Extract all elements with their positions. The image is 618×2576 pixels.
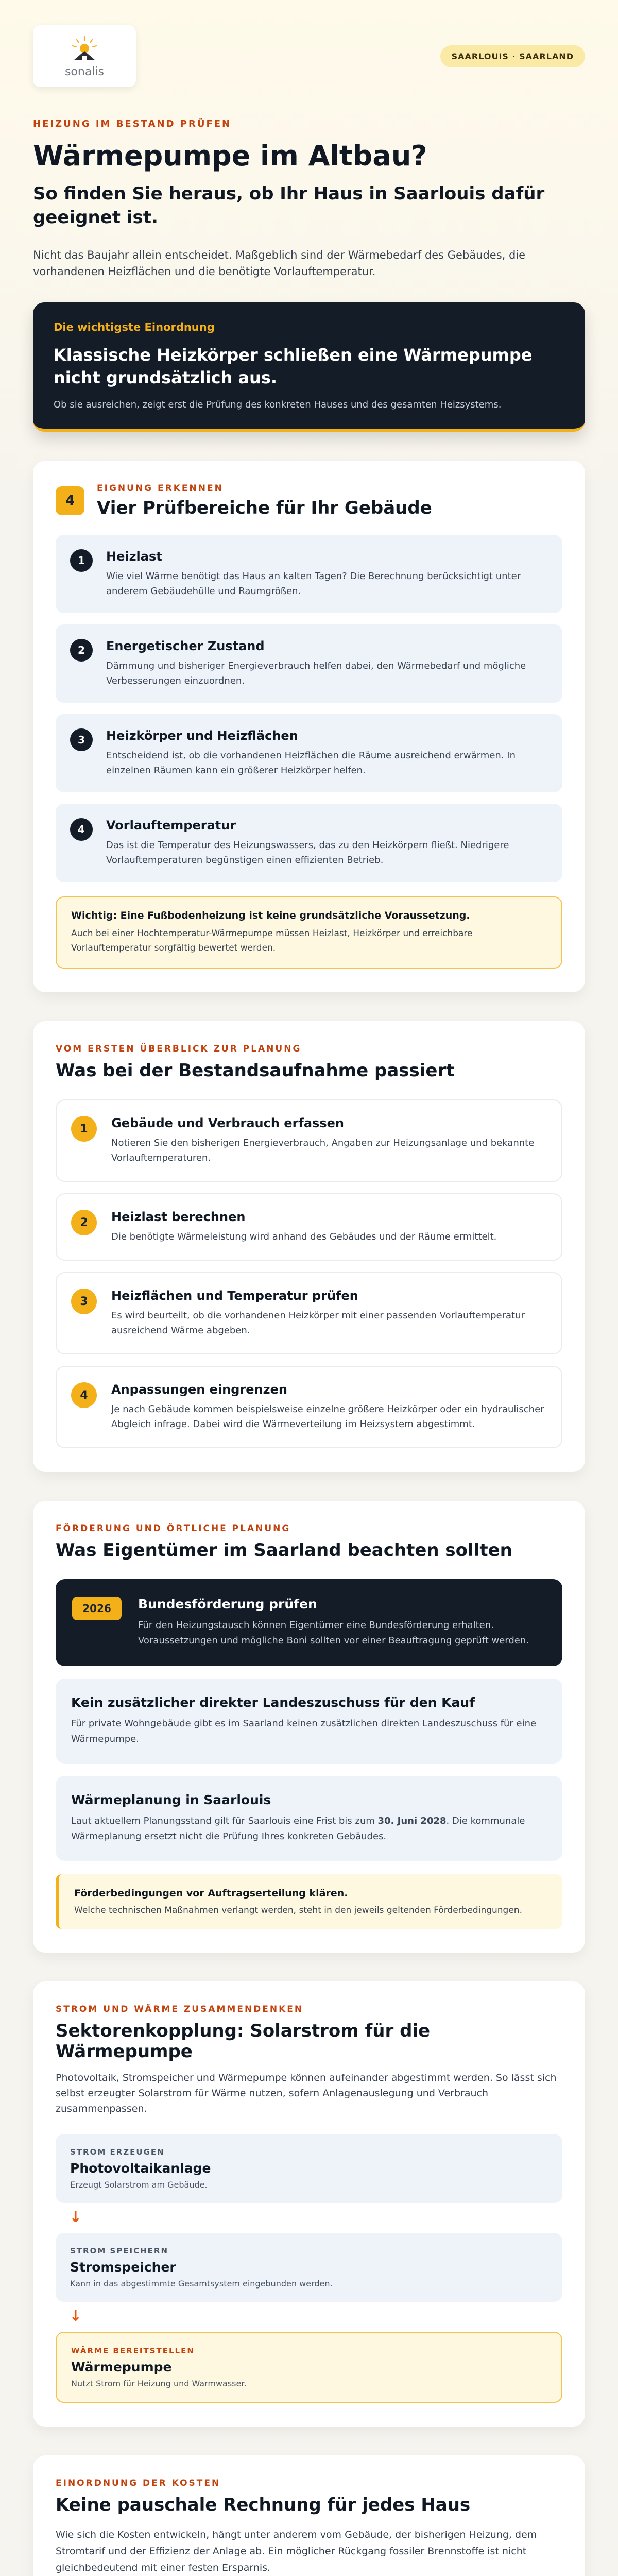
page-title: Wärmepumpe im Altbau? — [33, 140, 427, 172]
check-item-text: Das ist die Temperatur des Heizungswassers, das zu den Heizkörpern fließt. Niedrigere Vorlauftemperaturen begünstigen einen effizienten Betrieb. — [106, 840, 509, 866]
heat-planning-box — [56, 1776, 562, 1861]
costs-section — [33, 2455, 585, 2576]
step-title: Gebäude und Verbrauch erfassen — [111, 1116, 344, 1130]
check-item-text: Dämmung und bisheriger Energieverbrauch helfen dabei, den Wärmebedarf und mögliche Verbesserungen einzuordnen. — [106, 660, 526, 686]
state-subsidy-title: Kein zusätzlicher direkter Landeszuschuss für den Kauf — [71, 1695, 475, 1710]
costs-title: Keine pauschale Rechnung für jedes Haus — [56, 2495, 471, 2515]
key-callout-label: Die wichtigste Einordnung — [54, 321, 215, 333]
state-subsidy-box — [56, 1679, 562, 1764]
step-number: 2 — [71, 1210, 97, 1235]
page-subtitle: So finden Sie heraus, ob Ihr Haus in Saarlouis dafür geeignet ist. — [33, 183, 545, 228]
flow-text: Erzeugt Solarstrom am Gebäude. — [70, 2180, 208, 2190]
flow-title: Wärmepumpe — [71, 2360, 172, 2375]
step-number: 3 — [71, 1289, 97, 1314]
sun-house-logo-icon — [66, 35, 102, 63]
check-item — [56, 714, 562, 792]
region-badge: SAARLOUIS · SAARLAND — [440, 45, 585, 67]
step-text: Notieren Sie den bisherigen Energieverbrauch, Angaben zur Heizungsanlage und bekannte Vorlauftemperaturen. — [111, 1138, 535, 1163]
key-callout — [33, 302, 585, 432]
flow-step-heatpump — [56, 2332, 562, 2403]
flow-step-pv — [56, 2134, 562, 2203]
sector-coupling-section — [33, 1981, 585, 2427]
flow-text: Kann in das abgestimmte Gesamtsystem eingebunden werden. — [70, 2279, 333, 2289]
logo-text: sonalis — [64, 65, 105, 78]
key-callout-text: Ob sie ausreichen, zeigt erst die Prüfung des konkreten Hauses und des gesamten Heizsystems. — [54, 399, 502, 410]
check-item-text: Wie viel Wärme benötigt das Haus an kalten Tagen? Die Berechnung berücksichtigt unter anderem Gebäudehülle und Raumgrößen. — [106, 571, 521, 597]
check-item-number: 1 — [70, 549, 93, 572]
step-text: Je nach Gebäude kommen beispielsweise einzelne größere Heizkörper oder ein hydraulischer Abgleich infrage. Dabei wird die Wärmeverteilung im Heizsystem abgestimmt. — [111, 1404, 544, 1430]
planning-section — [33, 1021, 585, 1472]
step-item — [56, 1193, 562, 1261]
check-item-number: 4 — [70, 818, 93, 841]
funding-eyebrow: FÖRDERUNG UND ÖRTLICHE PLANUNG — [56, 1523, 291, 1534]
check-item — [56, 804, 562, 882]
check-item-title: Heizlast — [106, 549, 162, 564]
costs-eyebrow: EINORDNUNG DER KOSTEN — [56, 2478, 221, 2488]
step-title: Heizlast berechnen — [111, 1210, 246, 1224]
check-item-title: Heizkörper und Heizflächen — [106, 728, 298, 743]
heat-planning-text — [71, 1814, 547, 1844]
check-areas-eyebrow: EIGNUNG ERKENNEN — [97, 483, 224, 494]
flow-label: STROM SPEICHERN — [70, 2246, 169, 2256]
funding-note-title: Förderbedingungen vor Auftragserteilung klären. — [74, 1888, 348, 1899]
step-title: Anpassungen eingrenzen — [111, 1382, 287, 1397]
floor-heating-note — [56, 896, 562, 969]
check-areas-section — [33, 461, 585, 992]
planning-eyebrow: VOM ERSTEN ÜBERBLICK ZUR PLANUNG — [56, 1044, 302, 1054]
check-item — [56, 535, 562, 613]
check-item-title: Vorlauftemperatur — [106, 818, 236, 833]
step-number: 4 — [71, 1382, 97, 1408]
key-callout-title: Klassische Heizkörper schließen eine Wärmepumpe nicht grundsätzlich aus. — [54, 345, 533, 387]
arrow-down-icon: ↓ — [69, 2208, 82, 2226]
state-subsidy-text: Für private Wohngebäude gibt es im Saarland keinen zusätzlichen direkten Landeszuschuss für eine Wärmepumpe. — [71, 1718, 537, 1744]
funding-note-text: Welche technischen Maßnahmen verlangt werden, steht in den jeweils geltenden Förderbedingungen. — [74, 1905, 522, 1916]
flow-label: WÄRME BEREITSTELLEN — [71, 2346, 195, 2355]
heat-planning-text-after: . Die kommunale Wärmeplanung ersetzt nicht die Prüfung Ihres konkreten Gebäudes. — [71, 1816, 525, 1842]
step-title: Heizflächen und Temperatur prüfen — [111, 1289, 358, 1303]
step-text: Die benötigte Wärmeleistung wird anhand des Gebäudes und der Räume ermittelt. — [111, 1231, 497, 1242]
coupling-title: Sektorenkopplung: Solarstrom für die Wärmepumpe — [56, 2021, 431, 2062]
year-badge: 2026 — [72, 1597, 122, 1620]
step-number: 1 — [71, 1116, 97, 1142]
step-item — [56, 1366, 562, 1448]
logo[interactable] — [33, 25, 136, 87]
check-item-title: Energetischer Zustand — [106, 639, 265, 653]
step-text: Es wird beurteilt, ob die vorhandenen Heizkörper mit einer passenden Vorlauftemperatur ausreichend Wärme abgeben. — [111, 1310, 525, 1336]
flow-title: Photovoltaikanlage — [70, 2161, 211, 2176]
step-item — [56, 1272, 562, 1354]
check-item-number: 3 — [70, 728, 93, 751]
heat-planning-title: Wärmeplanung in Saarlouis — [71, 1792, 271, 1807]
check-item — [56, 624, 562, 703]
federal-funding-box — [56, 1579, 562, 1666]
federal-funding-title: Bundesförderung prüfen — [138, 1597, 317, 1612]
step-item — [56, 1099, 562, 1182]
funding-section — [33, 1501, 585, 1953]
funding-title: Was Eigentümer im Saarland beachten sollten — [56, 1540, 512, 1561]
arrow-down-icon: ↓ — [69, 2307, 82, 2325]
note-text: Auch bei einer Hochtemperatur-Wärmepumpe müssen Heizlast, Heizkörper und erreichbare Vorlauftemperatur sorgfältig bewertet werden. — [71, 928, 473, 953]
flow-text: Nutzt Strom für Heizung und Warmwasser. — [71, 2379, 247, 2388]
check-item-number: 2 — [70, 639, 93, 662]
hero-intro: Nicht das Baujahr allein entscheidet. Maßgeblich sind der Wärmebedarf des Gebäudes, die vorhandenen Heizflächen und die benötigte Vorlauftemperatur. — [33, 249, 526, 278]
costs-paragraph: Wie sich die Kosten entwickeln, hängt unter anderem vom Gebäude, der bisherigen Heizung, dem Stromtarif und der Effizienz der Anlage ab. Ein möglicher Rückgang fossiler Brennstoffe ist nicht gleichbedeutend mit einer festen Ersparnis. — [56, 2529, 537, 2573]
coupling-intro: Photovoltaik, Stromspeicher und Wärmepumpe können aufeinander abgestimmt werden. So lässt sich selbst erzeugter Solarstrom für Wärme nutzen, sofern Anlagenauslegung und Verbrauch zusammenpassen. — [56, 2072, 557, 2114]
hero-section — [0, 88, 618, 280]
count-badge: 4 — [56, 486, 84, 515]
check-item-text: Entscheidend ist, ob die vorhandenen Heizflächen die Räume ausreichend erwärmen. In einzelnen Räumen kann ein größerer Heizkörper helfen. — [106, 750, 516, 776]
note-title: Wichtig: Eine Fußbodenheizung ist keine grundsätzliche Voraussetzung. — [71, 910, 470, 921]
deadline-date: 30. Juni 2028 — [377, 1816, 447, 1826]
coupling-eyebrow: STROM UND WÄRME ZUSAMMENDENKEN — [56, 2004, 304, 2014]
hero-eyebrow: HEIZUNG IM BESTAND PRÜFEN — [33, 118, 232, 129]
check-areas-title: Vier Prüfbereiche für Ihr Gebäude — [97, 498, 432, 518]
flow-step-storage — [56, 2233, 562, 2302]
federal-funding-text: Für den Heizungstausch können Eigentümer eine Bundesförderung erhalten. Voraussetzungen und mögliche Boni sollten vor einer Beauftragung geprüft werden. — [138, 1620, 529, 1646]
flow-label: STROM ERZEUGEN — [70, 2147, 165, 2157]
check-areas-header — [56, 483, 562, 518]
flow-title: Stromspeicher — [70, 2260, 176, 2275]
site-header — [0, 0, 618, 88]
heat-planning-text-before: Laut aktuellem Planungsstand gilt für Saarlouis eine Frist bis zum — [71, 1816, 378, 1826]
planning-title: Was bei der Bestandsaufnahme passiert — [56, 1060, 455, 1081]
funding-conditions-note — [56, 1874, 562, 1929]
